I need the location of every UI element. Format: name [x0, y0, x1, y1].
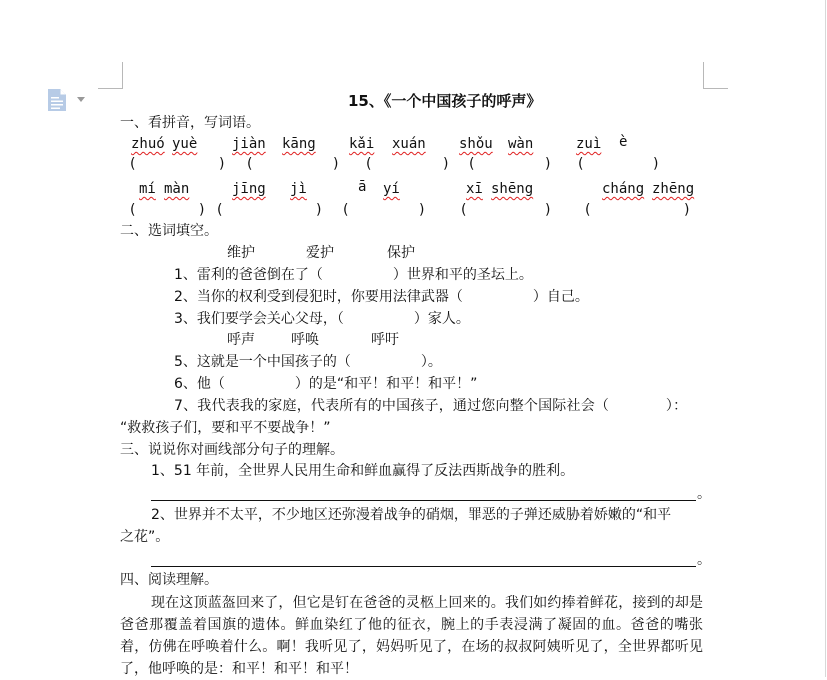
question-1: 1、51 年前，全世界人民用生命和鲜血赢得了反法西斯战争的胜利。 [151, 463, 575, 479]
question-2: 2、世界并不太平，不少地区还弥漫着战争的硝烟，罪恶的子弹还威胁着娇嫩的“和平 [151, 507, 672, 523]
section-1-heading: 一、看拼音，写词语。 [120, 115, 260, 131]
page-corner-mark-top-right [703, 88, 728, 89]
paren-open: ( [247, 156, 253, 172]
pinyin: ā [358, 179, 367, 195]
word-option: 呼吁 [371, 332, 399, 348]
answer-line[interactable] [151, 566, 696, 567]
paren-open: ( [343, 202, 349, 218]
pinyin: shēng [491, 181, 534, 197]
paren-close: ) [219, 156, 225, 172]
paren-close: ) [443, 156, 449, 172]
paren-open: ( [585, 202, 591, 218]
paren-close: ) [333, 156, 339, 172]
paren-close: ) [684, 202, 690, 218]
paren-close: ) [545, 156, 551, 172]
pinyin: zuì [576, 136, 602, 152]
paren-open: ( [461, 202, 467, 218]
pinyin: xī [466, 181, 483, 197]
pinyin: cháng [602, 181, 645, 197]
document-title: 15、《一个中国孩子的呼声》 [348, 92, 542, 110]
pinyin: wàn [508, 136, 534, 152]
reading-passage: 现在这顶蓝盔回来了，但它是钉在爸爸的灵柩上回来的。我们如约捧着鲜花，接到的却是爸爸那覆盖着国旗的遗体。鲜血染红了他的征衣，腕上的手表浸满了凝固的血。爸爸的嘴张着，仿佛在呼唤着什么。啊！我听见了，妈妈听见了，在场的叔叔阿姨听见了，全世界都听见了，他呼唤的是：和平！和平！和平！ [120, 595, 703, 677]
word-option: 呼唤 [291, 332, 319, 348]
paren-open: ( [130, 202, 136, 218]
paren-close: ) [545, 202, 551, 218]
question-2: 2、当你的权利受到侵犯时，你要用法律武器（ ）自己。 [174, 289, 589, 305]
word-option: 维护 [227, 245, 255, 261]
answer-end: 。 [697, 552, 711, 568]
paren-close: ) [653, 156, 659, 172]
pinyin: mí [139, 181, 156, 197]
word-option: 爱护 [306, 245, 334, 261]
pinyin: jīng [232, 181, 266, 197]
pinyin: xuán [392, 136, 426, 152]
question-5: 5、这就是一个中国孩子的（ ）。 [174, 354, 442, 370]
question-2-continued: 之花”。 [120, 529, 170, 545]
paren-close: ) [199, 202, 205, 218]
question-3: 3、我们要学会关心父母，（ ）家人。 [174, 311, 470, 327]
paren-open: ( [366, 156, 372, 172]
pinyin: zhēng [652, 181, 695, 197]
pinyin: yí [383, 181, 400, 197]
pinyin: zhuó [131, 136, 165, 152]
paren-open: ( [578, 156, 584, 172]
pinyin: kāng [282, 136, 316, 152]
page-edge [825, 0, 826, 677]
paren-close: ) [316, 202, 322, 218]
question-7-continued: “救救孩子们，要和平不要战争！” [120, 420, 331, 436]
answer-end: 。 [697, 486, 711, 502]
question-1: 1、雷利的爸爸倒在了（ ）世界和平的圣坛上。 [174, 267, 533, 283]
page-corner-mark-top-left [98, 88, 123, 89]
answer-line[interactable] [151, 500, 696, 501]
section-3-heading: 三、说说你对画线部分句子的理解。 [120, 442, 344, 458]
paren-open: ( [217, 202, 223, 218]
pinyin: màn [164, 181, 190, 197]
paren-open: ( [469, 156, 475, 172]
page-corner-mark-top-left [122, 62, 123, 89]
paren-close: ) [419, 202, 425, 218]
question-7: 7、我代表我的家庭，代表所有的中国孩子，通过您向整个国际社会（ ）： [174, 398, 688, 414]
word-option: 呼声 [227, 332, 255, 348]
pinyin: kǎi [349, 136, 375, 152]
question-6: 6、他（ ）的是“和平！和平！和平！” [174, 376, 478, 392]
pinyin: yuè [172, 136, 198, 152]
page-corner-mark-top-right [703, 62, 704, 89]
section-2-heading: 二、选词填空。 [120, 223, 218, 239]
pinyin: è [619, 134, 628, 150]
pinyin: jiàn [232, 136, 266, 152]
pinyin: jì [290, 181, 307, 197]
word-option: 保护 [387, 245, 415, 261]
section-4-heading: 四、阅读理解。 [120, 572, 218, 588]
chevron-down-icon[interactable] [77, 97, 85, 102]
document-icon[interactable] [48, 89, 66, 111]
paren-open: ( [130, 156, 136, 172]
pinyin: shǒu [459, 136, 493, 152]
